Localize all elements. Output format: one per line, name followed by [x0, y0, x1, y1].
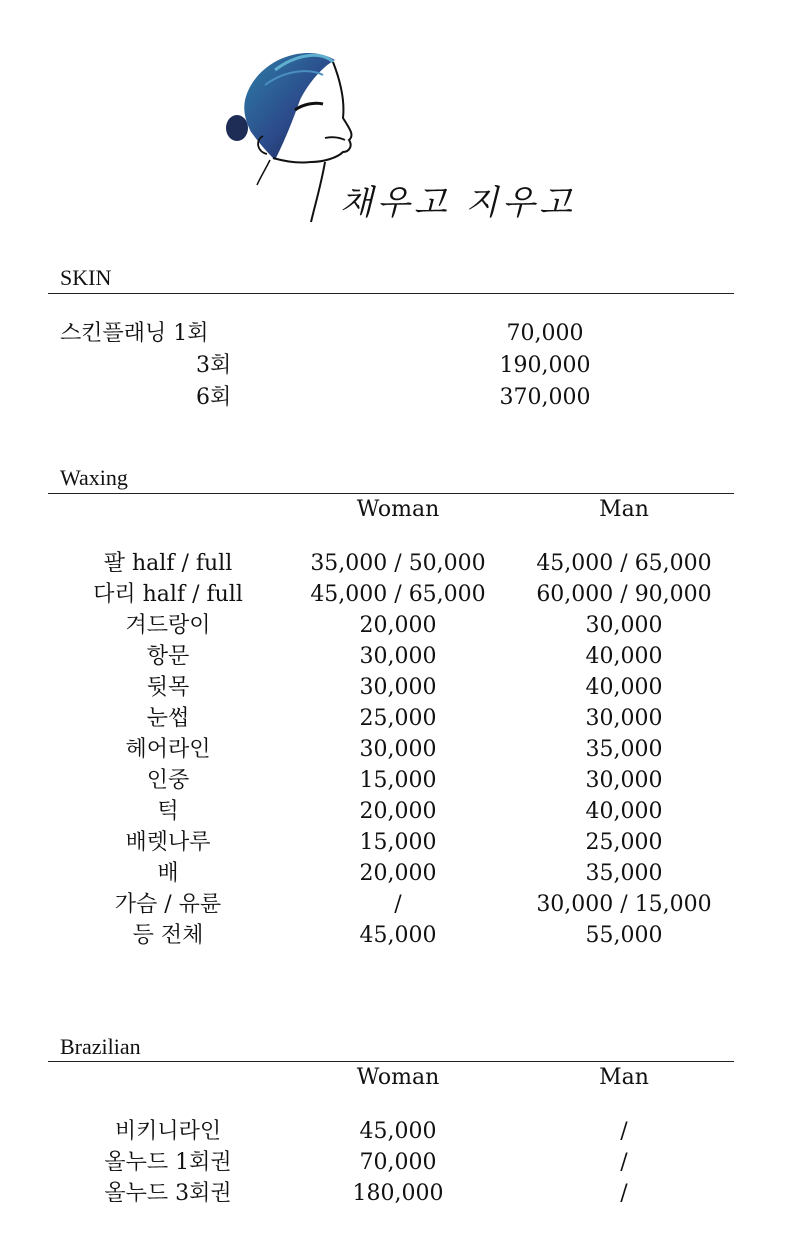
waxing-divider — [48, 493, 734, 494]
waxing-price-woman: 15,000 — [359, 830, 437, 855]
brand-text: 채우고 지우고 — [340, 183, 576, 223]
waxing-price-man: 30,000 — [585, 706, 663, 731]
brazilian-price-man: / — [620, 1119, 628, 1144]
brazilian-header-man: Man — [599, 1065, 649, 1090]
skin-item-label: 스킨플래닝 1회 — [60, 321, 209, 346]
waxing-price-woman: 35,000 / 50,000 — [310, 551, 486, 576]
waxing-price-man: 40,000 — [585, 644, 663, 669]
waxing-price-woman: 30,000 — [359, 737, 437, 762]
waxing-price-woman: 30,000 — [359, 644, 437, 669]
waxing-price-man: 25,000 — [585, 830, 663, 855]
waxing-row-name: 배 — [157, 861, 179, 886]
skin-section-title: SKIN — [60, 265, 112, 290]
waxing-row-name: 항문 — [146, 644, 190, 669]
waxing-price-woman: 25,000 — [359, 706, 437, 731]
waxing-row-name: 팔 half / full — [103, 551, 233, 576]
brazilian-row-name: 올누드 3회권 — [104, 1181, 232, 1206]
salon-logo — [215, 40, 605, 235]
waxing-row-name: 인중 — [146, 768, 190, 793]
waxing-price-woman: 30,000 — [359, 675, 437, 700]
brazilian-price-man: / — [620, 1181, 628, 1206]
skin-item-price: 370,000 — [499, 385, 591, 410]
waxing-row-name: 다리 half / full — [93, 582, 243, 607]
waxing-price-man: 60,000 / 90,000 — [536, 582, 712, 607]
skin-item-label: 3회 — [196, 353, 232, 378]
waxing-price-man: 40,000 — [585, 799, 663, 824]
waxing-price-woman: 45,000 — [359, 923, 437, 948]
waxing-price-woman: 20,000 — [359, 861, 437, 886]
skin-item-price: 190,000 — [499, 353, 591, 378]
waxing-price-man: 45,000 / 65,000 — [536, 551, 712, 576]
brazilian-header-woman: Woman — [356, 1065, 440, 1090]
waxing-price-man: 30,000 — [585, 613, 663, 638]
brazilian-price-woman: 70,000 — [359, 1150, 437, 1175]
waxing-header-man: Man — [599, 497, 649, 522]
waxing-price-man: 35,000 — [585, 737, 663, 762]
waxing-price-man: 35,000 — [585, 861, 663, 886]
waxing-price-man: 30,000 / 15,000 — [536, 892, 712, 917]
waxing-row-name: 등 전체 — [132, 923, 204, 948]
waxing-price-woman: 45,000 / 65,000 — [310, 582, 486, 607]
waxing-header-woman: Woman — [356, 497, 440, 522]
waxing-price-woman: / — [394, 892, 402, 917]
brazilian-divider — [48, 1061, 734, 1062]
waxing-row-name: 턱 — [157, 799, 179, 824]
waxing-row-name: 겨드랑이 — [125, 613, 211, 638]
waxing-row-name: 뒷목 — [146, 675, 190, 700]
brazilian-price-woman: 45,000 — [359, 1119, 437, 1144]
waxing-price-woman: 20,000 — [359, 799, 437, 824]
waxing-price-man: 55,000 — [585, 923, 663, 948]
waxing-row-name: 헤어라인 — [125, 737, 211, 762]
brazilian-row-name: 비키니라인 — [114, 1119, 222, 1144]
waxing-section-title: Waxing — [60, 465, 128, 490]
waxing-price-man: 40,000 — [585, 675, 663, 700]
skin-divider — [48, 293, 734, 294]
brazilian-row-name: 올누드 1회권 — [104, 1150, 232, 1175]
brazilian-section-title: Brazilian — [60, 1034, 141, 1059]
waxing-row-name: 가슴 / 유륜 — [114, 892, 222, 917]
skin-item-label: 6회 — [196, 385, 232, 410]
skin-item-price: 70,000 — [506, 321, 584, 346]
waxing-price-woman: 20,000 — [359, 613, 437, 638]
waxing-price-woman: 15,000 — [359, 768, 437, 793]
waxing-row-name: 눈썹 — [146, 706, 190, 731]
brazilian-price-woman: 180,000 — [352, 1181, 444, 1206]
brazilian-price-man: / — [620, 1150, 628, 1175]
waxing-row-name: 배렛나루 — [125, 830, 211, 855]
waxing-price-man: 30,000 — [585, 768, 663, 793]
